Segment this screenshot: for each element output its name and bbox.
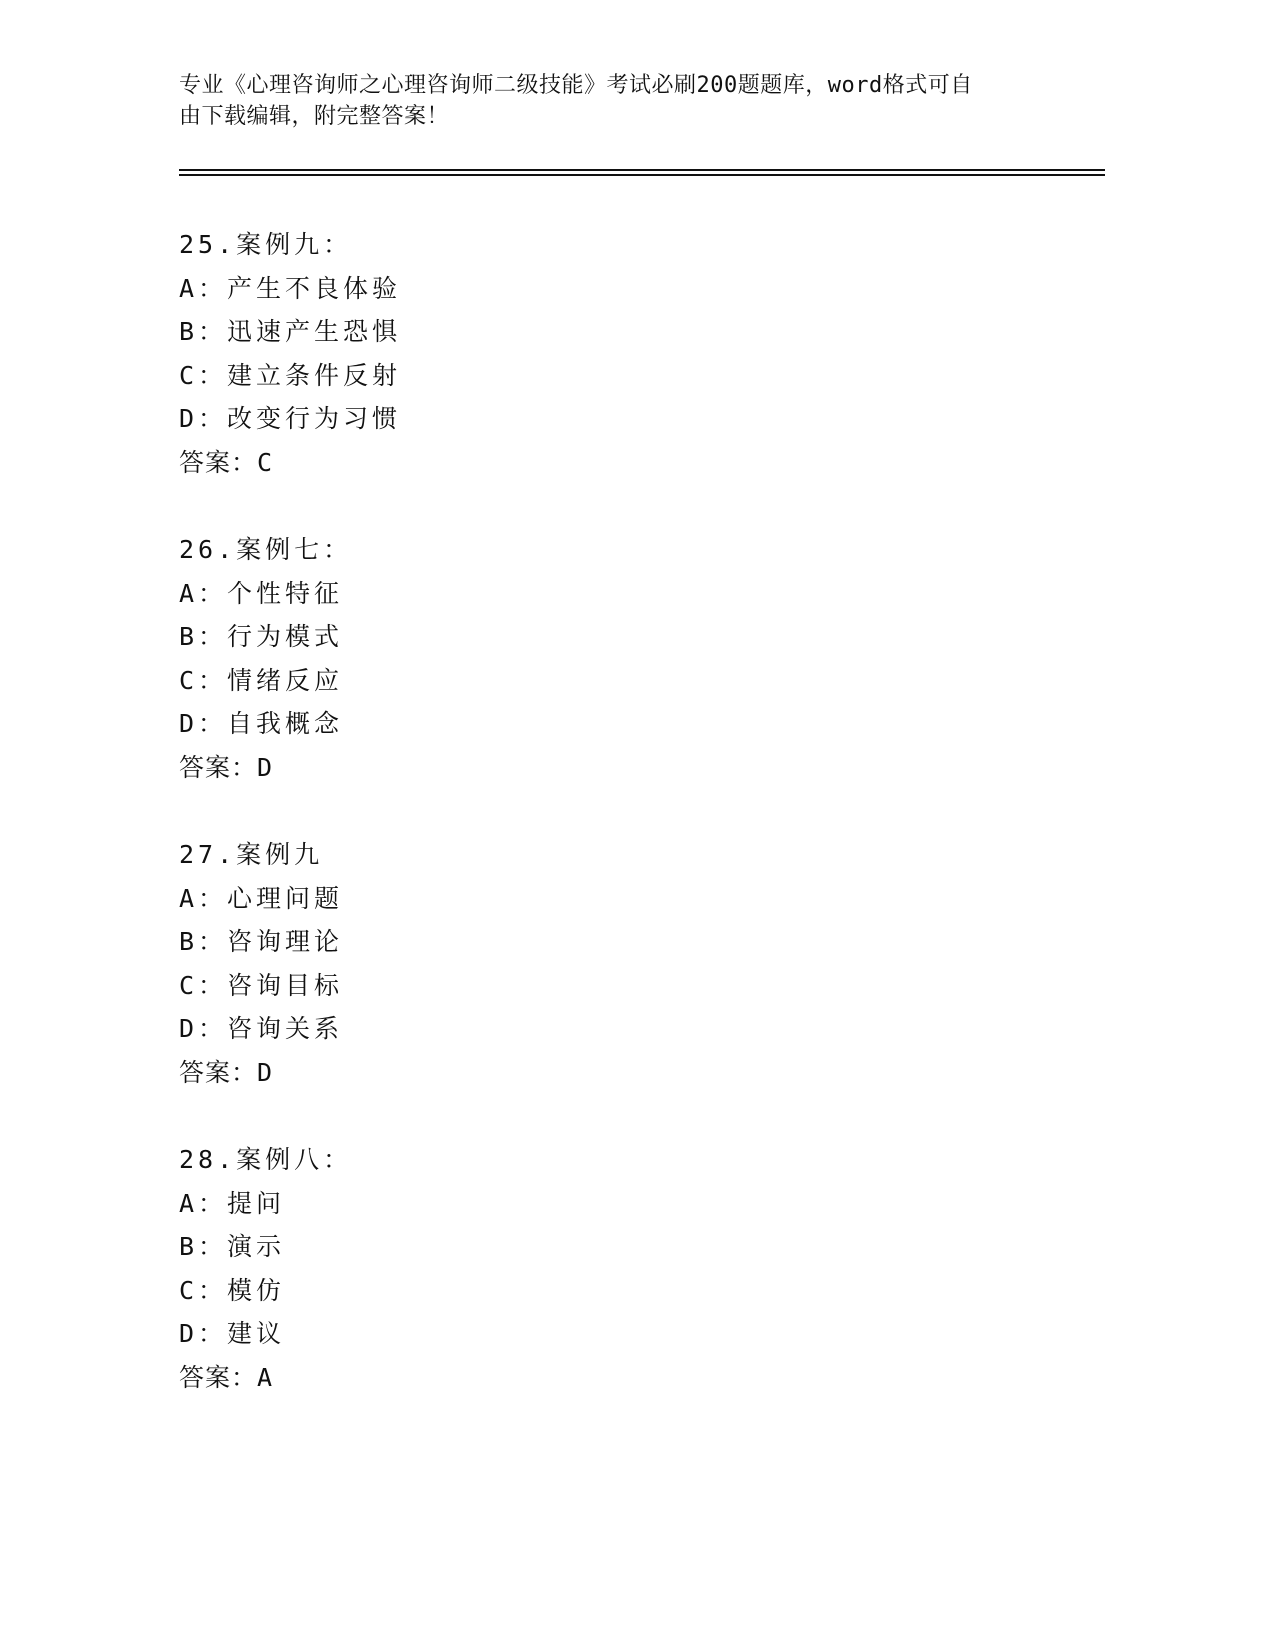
answer-label: 答案： bbox=[179, 1362, 258, 1392]
header-divider-bottom bbox=[179, 174, 1105, 176]
option-a: A：提问 bbox=[179, 1188, 286, 1218]
option-d: D：改变行为习惯 bbox=[179, 404, 402, 434]
question-block-27 bbox=[179, 833, 1079, 1095]
answer-line bbox=[179, 746, 1079, 790]
question-title: 28.案例八： bbox=[179, 1145, 353, 1174]
option-d: D：建议 bbox=[179, 1319, 286, 1349]
option-a: A：个性特征 bbox=[179, 578, 344, 608]
option-c: C：咨询目标 bbox=[179, 970, 344, 1000]
document-header bbox=[179, 70, 1039, 132]
answer-value: D bbox=[257, 752, 273, 782]
option-c: C：情绪反应 bbox=[179, 665, 344, 695]
answer-label: 答案： bbox=[179, 447, 258, 477]
answer-line bbox=[179, 441, 1079, 485]
header-divider-top bbox=[179, 169, 1105, 171]
option-c: C：模仿 bbox=[179, 1275, 286, 1305]
answer-value: A bbox=[257, 1362, 273, 1392]
option-b: B：演示 bbox=[179, 1232, 286, 1262]
answer-value: D bbox=[257, 1057, 273, 1087]
question-title: 26.案例七： bbox=[179, 535, 353, 564]
option-b: B：咨询理论 bbox=[179, 927, 344, 957]
header-line-2: 由下载编辑，附完整答案！ bbox=[179, 104, 450, 129]
question-block-25 bbox=[179, 223, 1079, 485]
question-title: 25.案例九： bbox=[179, 230, 353, 259]
option-d: D：自我概念 bbox=[179, 709, 344, 739]
question-block-28 bbox=[179, 1138, 1079, 1400]
option-c: C：建立条件反射 bbox=[179, 360, 402, 390]
answer-line bbox=[179, 1051, 1079, 1095]
option-a: A：产生不良体验 bbox=[179, 273, 402, 303]
question-block-26 bbox=[179, 528, 1079, 790]
option-b: B：行为模式 bbox=[179, 622, 344, 652]
answer-line bbox=[179, 1356, 1079, 1400]
answer-label: 答案： bbox=[179, 1057, 258, 1087]
answer-value: C bbox=[257, 447, 273, 477]
header-line-1: 专业《心理咨询师之心理咨询师二级技能》考试必刷200题题库，word格式可自 bbox=[179, 73, 973, 98]
answer-label: 答案： bbox=[179, 752, 258, 782]
option-a: A：心理问题 bbox=[179, 883, 344, 913]
option-b: B：迅速产生恐惧 bbox=[179, 317, 402, 347]
question-title: 27.案例九 bbox=[179, 840, 324, 869]
option-d: D：咨询关系 bbox=[179, 1014, 344, 1044]
